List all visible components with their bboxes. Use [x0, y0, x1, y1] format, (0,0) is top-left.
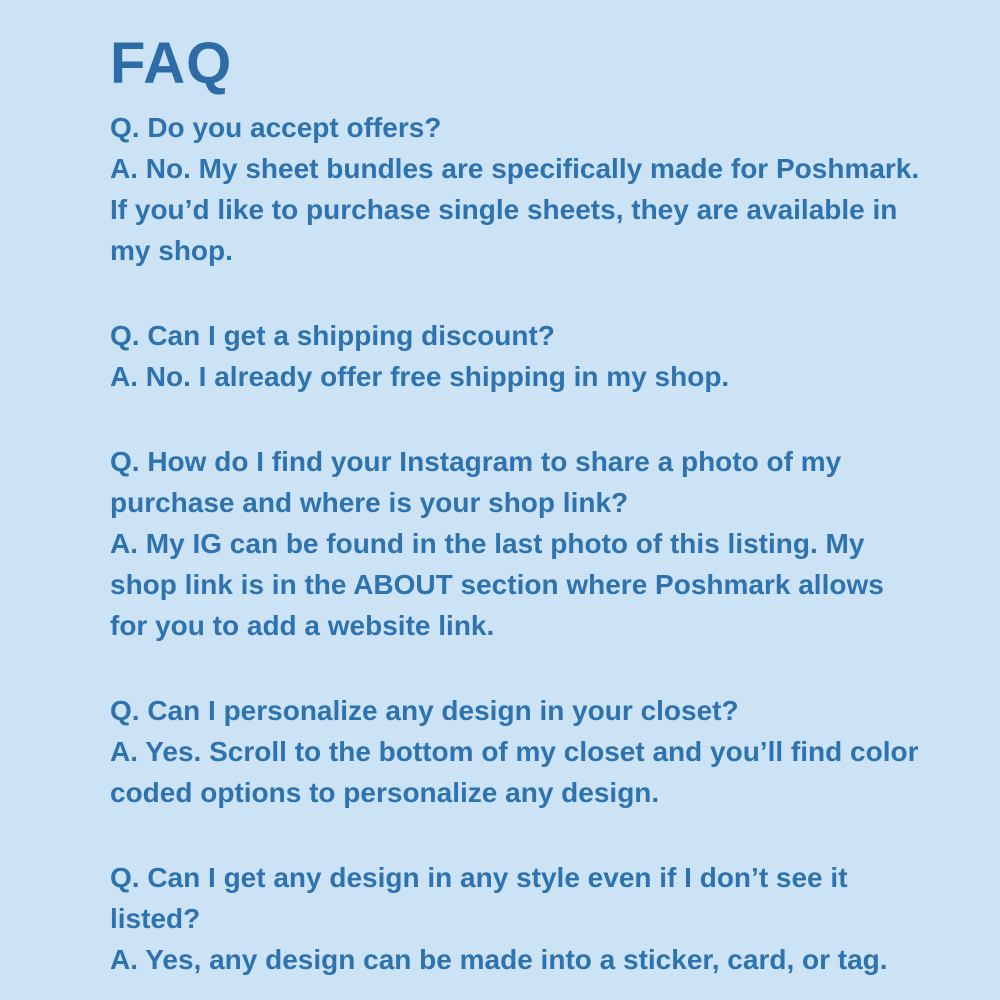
faq-question: Q. Can I get any design in any style even if I don’t see it listed? — [110, 861, 848, 934]
faq-answer: A. My IG can be found in the last photo of this listing. My shop link is in the ABOUT section where Poshmark allows for you to add a website link. — [110, 527, 884, 641]
page-title: FAQ — [110, 31, 233, 96]
faq-item — [110, 315, 928, 397]
faq-item — [110, 441, 928, 646]
faq-question: Q. How do I find your Instagram to share a photo of my purchase and where is your shop link? — [110, 445, 842, 518]
faq-answer: A. Yes. Scroll to the bottom of my closet and you’ll find color coded options to personalize any design. — [110, 735, 919, 808]
faq-question: Q. Do you accept offers? — [110, 111, 442, 143]
faq-item — [110, 107, 928, 271]
faq-question: Q. Can I personalize any design in your closet? — [110, 694, 739, 726]
faq-answer: A. Yes, any design can be made into a sticker, card, or tag. — [110, 943, 888, 975]
faq-item — [110, 857, 928, 980]
faq-question: Q. Can I get a shipping discount? — [110, 319, 555, 351]
faq-item — [110, 690, 928, 813]
faq-answer: A. No. My sheet bundles are specifically made for Poshmark. If you’d like to purchase single sheets, they are available in my shop. — [110, 152, 920, 266]
faq-answer: A. No. I already offer free shipping in my shop. — [110, 360, 730, 392]
